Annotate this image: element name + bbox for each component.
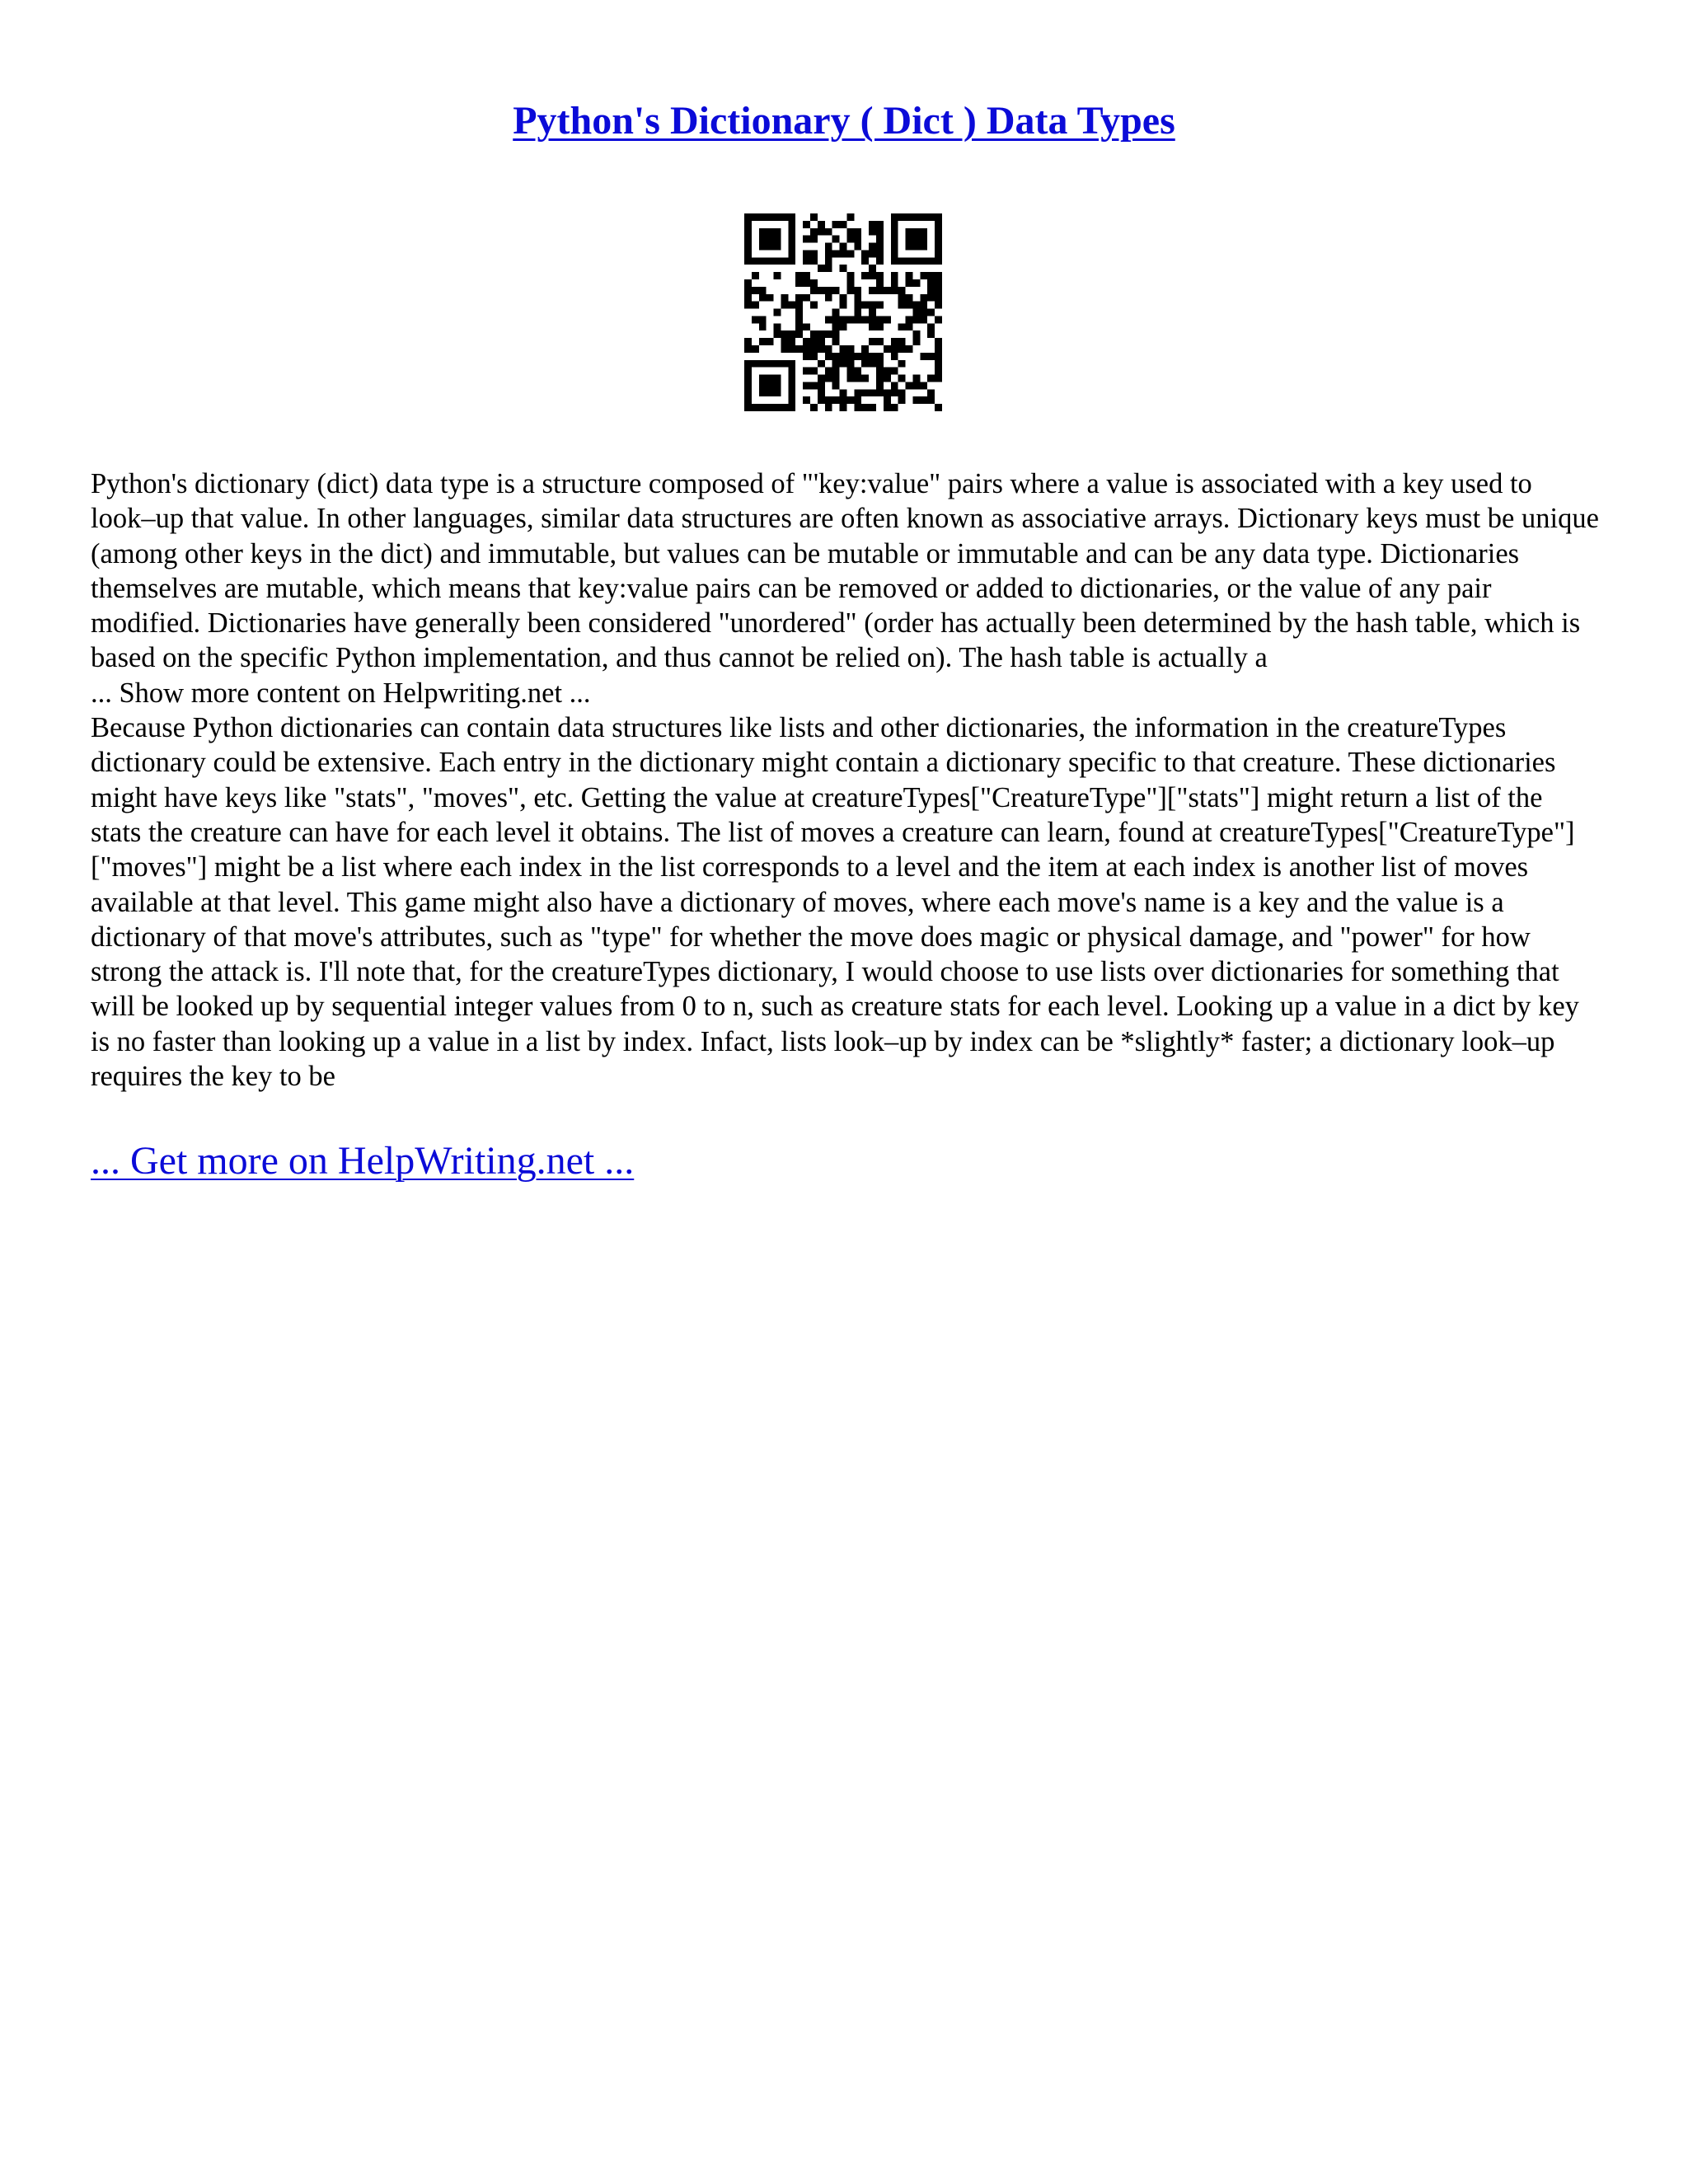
paragraph-creature-types: Because Python dictionaries can contain data structures like lists and other dictionaries, the information in the creatureTypes dictionary could be extensive. Each entry in the dictionary might contain a dictionary specific to that creature. These dictionaries might have keys like "stats", "moves", etc. Getting the value at creatureTypes["CreatureType"]["stats"] might return a list of the stats the creature can have for each level it obtains. The list of moves a creature can learn, found at creatureTypes["CreatureType"]["moves"] might be a list where each index in the list corresponds to a level and the item at each index is another list of moves available at that level. This game might also have a dictionary of moves, where each move's name is a key and the value is a dictionary of that move's attributes, such as "type" for whether the move does magic or physical damage, and "power" for how strong the attack is. I'll note that, for the creatureTypes dictionary, I would choose to use lists over dictionaries for something that will be looked up by sequential integer values from 0 to n, such as creature stats for each level. Looking up a value in a dict by key is no faster than looking up a value in a list by index. Infact, lists look–up by index can be *slightly* faster; a dictionary look–up requires the key to be: [91, 712, 1579, 1093]
get-more-link[interactable]: ... Get more on HelpWriting.net ...: [91, 1139, 635, 1183]
title-link[interactable]: Python's Dictionary ( Dict ) Data Types: [513, 99, 1175, 143]
qr-code-icon: [744, 213, 942, 411]
show-more-text: ... Show more content on Helpwriting.net ...: [91, 677, 591, 709]
article-body: [91, 466, 1599, 1094]
paragraph-intro: [91, 466, 1599, 710]
paragraph-intro-text: Python's dictionary (dict) data type is a structure composed of "'key:value" pairs where a value is associated with a key used to look–up that value. In other languages, similar data structures are often known as associative arrays. Dictionary keys must be unique (among other keys in the dict) and immutable, but values can be mutable or immutable and can be any data type. Dictionaries themselves are mutable, which means that key:value pairs can be removed or added to dictionaries, or the value of any pair modified. Dictionaries have generally been considered "unordered" (order has actually been determined by the hash table, which is based on the specific Python implementation, and thus cannot be relied on). The hash table is actually a: [91, 468, 1599, 674]
get-more-cta: [91, 1137, 634, 1185]
page-title: [0, 97, 1688, 145]
